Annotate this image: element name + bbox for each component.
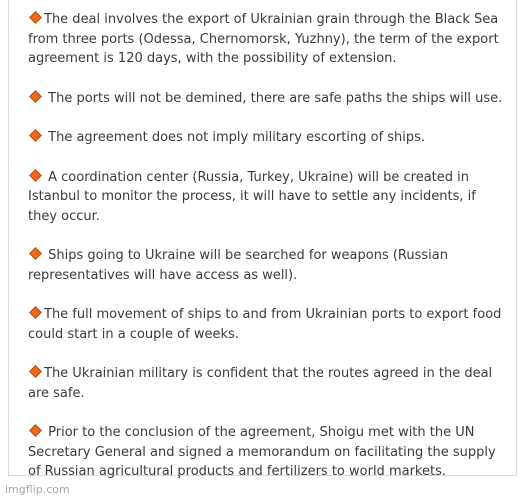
list-item (28, 168, 508, 227)
list-item (28, 89, 508, 109)
list-item-text: The ports will not be demined, there are safe paths the ships will use. (44, 90, 503, 106)
list-item (28, 128, 508, 148)
watermark-text: imgflip.com (5, 483, 70, 496)
orange-diamond-icon (29, 11, 42, 24)
list-item-text: A coordination center (Russia, Turkey, Ukraine) will be created in Istanbul to monitor the process, it will have to settle any incidents, if they occur. (28, 169, 476, 224)
orange-diamond-icon (29, 306, 42, 319)
list-item-text: The deal involves the export of Ukrainian grain through the Black Sea from three ports (Odessa, Chernomorsk, Yuzhny), the term of the export agreement is 120 days, with the possibility of extension. (28, 12, 499, 66)
list-item-text: Prior to the conclusion of the agreement, Shoigu met with the UN Secretary General and signed a memorandum on facilitating the supply of Russian agricultural products and fertilizers to world markets. (28, 425, 496, 479)
orange-diamond-icon (29, 169, 42, 182)
list-item (28, 364, 508, 403)
orange-diamond-icon (29, 129, 42, 142)
bullet-list (28, 10, 508, 502)
document-panel (8, 0, 517, 479)
list-item-text: The agreement does not imply military escorting of ships. (44, 130, 426, 145)
orange-diamond-icon (29, 365, 42, 378)
list-item (28, 10, 508, 69)
list-item-text: The full movement of ships to and from Ukrainian ports to export food could start in a couple of weeks. (28, 307, 502, 342)
orange-diamond-icon (29, 90, 42, 103)
list-item (28, 423, 508, 482)
list-item (28, 246, 508, 285)
list-item-text: Ships going to Ukraine will be searched for weapons (Russian representatives will have access as well). (28, 248, 448, 283)
list-item-text: The Ukrainian military is confident that the routes agreed in the deal are safe. (28, 366, 493, 401)
orange-diamond-icon (29, 424, 42, 437)
orange-diamond-icon (29, 247, 42, 260)
list-item (28, 305, 508, 344)
